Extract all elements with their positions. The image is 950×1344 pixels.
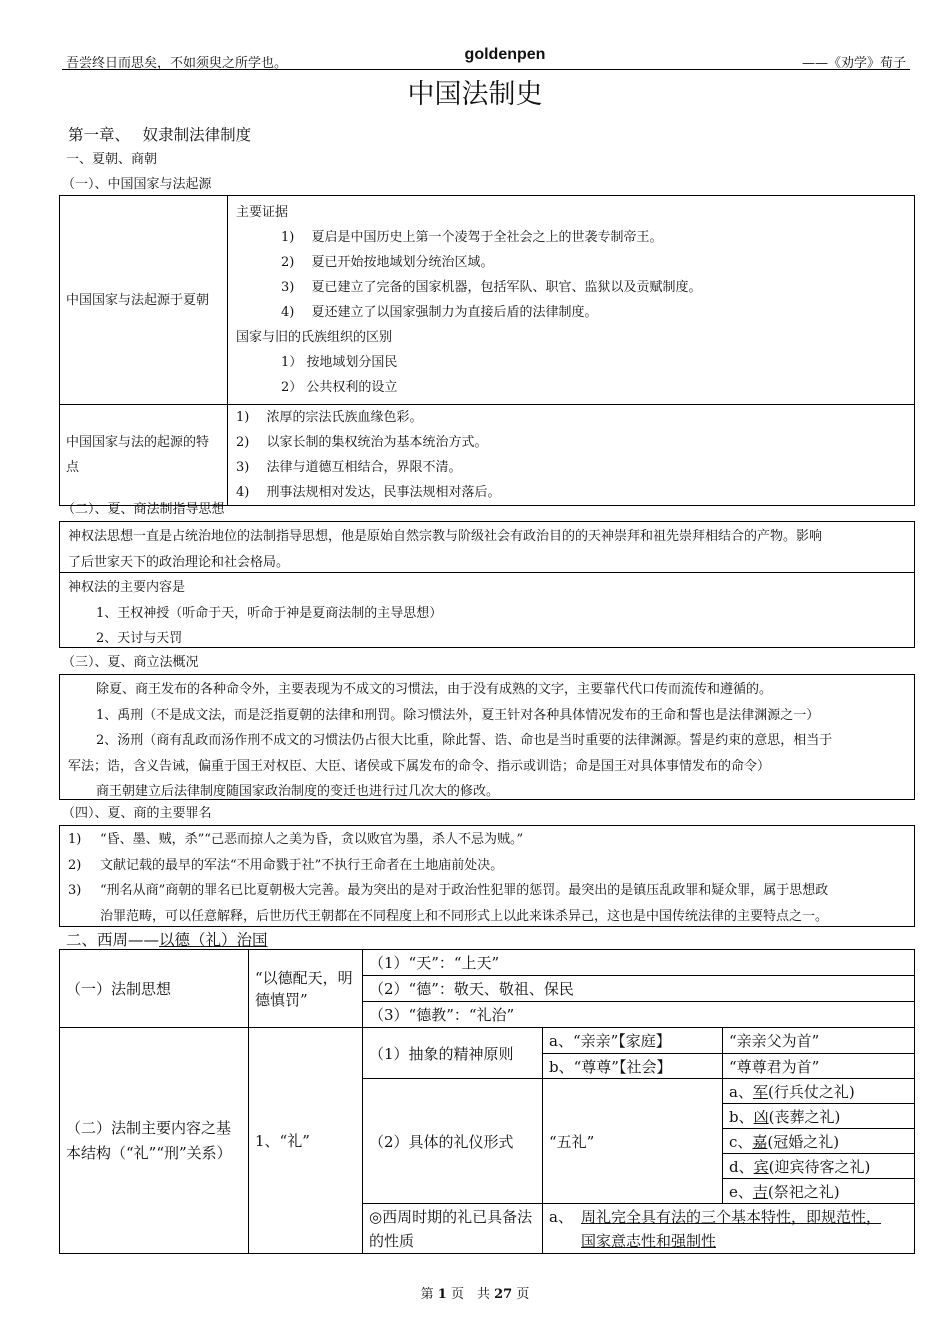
subsection-heading-3: （三）、夏、商立法概况 (62, 655, 199, 670)
theocracy-item: 2、天讨与天罚 (96, 631, 183, 646)
difference-heading: 国家与旧的氏族组织的区别 (236, 330, 393, 345)
section-heading-1: 一、夏朝、商朝 (66, 152, 158, 167)
legislation-text: 商王朝建立后法律制度随国家政治制度的变迁也进行过几次大的修改。 (96, 784, 500, 799)
feature-item: 1) 浓厚的宗法氏族血缘色彩。 (236, 410, 423, 425)
theocracy-heading: 神权法的主要内容是 (68, 580, 186, 595)
legislation-text: 军法；诰，含义告诫，偏重于国王对权臣、大臣、诸侯或下属发布的命令、指示或训诰；命是国王对具体事情发布的命令） (68, 758, 771, 774)
page-total: 27 (494, 1287, 513, 1302)
evidence-heading: 主要证据 (236, 205, 289, 220)
evidence-item: 2) 夏已开始按地域划分统治区域。 (281, 255, 494, 270)
features-list (228, 405, 915, 506)
rite-sacrifice: e、吉(祭祀之礼) (723, 1179, 915, 1204)
principle-society-note: “尊尊君为首” (723, 1054, 915, 1079)
crime-number: 3) (68, 883, 82, 898)
header-brand: goldenpen (464, 46, 546, 63)
rite-military: a、军(行兵仗之礼) (723, 1079, 915, 1104)
legal-thought-label: （一）法制思想 (60, 950, 249, 1028)
evidence-item: 3) 夏已建立了完备的国家机器，包括军队、职官、监狱以及贡赋制度。 (281, 280, 702, 295)
origin-label: 中国国家与法起源于夏朝 (60, 196, 228, 405)
li-legal-nature-label: ◎西周时期的礼已具备法的性质 (363, 1204, 543, 1254)
crime-text: 文献记载的最早的军法“不用命戮于社”不执行王命者在土地庙前处决。 (100, 857, 504, 873)
crime-number: 2) (68, 857, 82, 873)
li-label: 1、“礼” (249, 1028, 363, 1254)
principle-family: a、“亲亲”【家庭】 (543, 1028, 723, 1054)
subsection-heading-2: （二）、夏、商法制指导思想 (62, 502, 225, 517)
structure-label: （二）法制主要内容之基本结构（“礼”“刑”关系） (60, 1028, 249, 1254)
page-number: 1 (437, 1287, 447, 1302)
origin-table (59, 195, 915, 506)
section-heading-2-prefix: 二、西周—— (66, 931, 160, 949)
difference-item: 2） 公共权利的设立 (281, 380, 398, 395)
evidence-item: 1) 夏启是中国历史上第一个凌驾于全社会之上的世袭专制帝王。 (281, 230, 663, 245)
subsection-heading-4: （四）、夏、商的主要罪名 (62, 806, 212, 821)
feature-item: 4) 刑事法规相对发达，民事法规相对落后。 (236, 485, 501, 500)
feature-item: 3) 法律与道德互相结合，界限不清。 (236, 460, 462, 475)
feature-item: 2) 以家长制的集权统治为基本统治方式。 (236, 435, 488, 450)
theocracy-box (59, 572, 915, 648)
legislation-text: 除夏、商王发布的各种命令外，主要表现为不成文的习惯法，由于没有成熟的文字，主要靠代代口传而流传和遵循的。 (96, 682, 773, 697)
guiding-thought-text: 神权法思想一直是占统治地位的法制指导思想，他是原始自然宗教与阶级社会有政治目的的天神崇拜和祖先崇拜相结合的产物。影响 (68, 529, 823, 544)
principle-society: b、“尊尊”【社会】 (543, 1054, 723, 1079)
rite-wedding: c、嘉(冠婚之礼) (723, 1129, 915, 1154)
section-heading-2 (66, 928, 268, 950)
page-title: 中国法制史 (407, 79, 543, 110)
crime-item (68, 853, 914, 879)
evidence-item: 4) 夏还建立了以国家强制力为直接后盾的法律制度。 (281, 305, 598, 320)
li-legal-nature-text: a、 周礼完全具有法的三个基本特性，即规范性， 国家意志性和强制性 (543, 1204, 915, 1254)
western-zhou-table (59, 949, 915, 1254)
features-label: 中国国家与法的起源的特点 (60, 405, 228, 506)
crime-number: 1) (68, 832, 82, 847)
guiding-thought-text: 了后世家天下的政治理论和社会格局。 (68, 554, 290, 570)
legislation-text: 2、汤刑（商有乱政而汤作刑不成文的习惯法仍占很大比重，除此誓、诰、命也是当时重要的法律渊源。誓是约束的意思，相当于 (96, 733, 833, 748)
rite-guest: d、宾(迎宾待客之礼) (723, 1154, 915, 1179)
principle-family-note: “亲亲父为首” (723, 1028, 915, 1054)
header-quote: 吾尝终日而思矣，不如须臾之所学也。 (66, 56, 288, 71)
rite-funeral: b、凶(丧葬之礼) (723, 1104, 915, 1129)
crime-text: 治罪范畴，可以任意解释，后世历代王朝都在不同程度上和不同形式上以此来诛杀异己，这也是中国传统法律的主要特点之一。 (100, 908, 829, 924)
crimes-box (59, 825, 915, 927)
header-source: ——《劝学》荀子 (801, 56, 906, 71)
thought-item-heaven: （1）“天”：“上天” (363, 950, 915, 976)
five-rites-label: “五礼” (543, 1079, 723, 1204)
origin-evidence (228, 196, 915, 405)
legislation-box (59, 674, 915, 800)
header-rule (62, 69, 910, 70)
subsection-heading-1: （一）、中国国家与法起源 (62, 177, 212, 192)
legal-thought-motto: “以德配天，明德慎罚” (249, 950, 363, 1028)
thought-item-education: （3）“德教”：“礼治” (363, 1002, 915, 1028)
crime-item (68, 827, 914, 853)
page-footer: 第 1 页 共 27 页 (420, 1287, 530, 1302)
crime-text: “昏、墨、贼，杀”“己恶而掠人之美为昏，贪以败官为墨，杀人不忌为贼。” (100, 832, 524, 847)
theocracy-item: 1、王权神授（听命于天，听命于神是夏商法制的主导思想） (96, 605, 443, 621)
chapter-heading: 第一章、 奴隶制法律制度 (68, 126, 252, 144)
section-heading-2-title: 以德（礼）治国 (159, 931, 268, 949)
thought-item-virtue: （2）“德”：敬天、敬祖、保民 (363, 976, 915, 1002)
guiding-thought-box (59, 521, 915, 573)
crime-item (68, 878, 914, 904)
difference-item: 1） 按地域划分国民 (281, 355, 398, 370)
crime-text: “刑名从商”商朝的罪名已比夏朝极大完善。最为突出的是对于政治性犯罪的惩罚。最突出的是镇压乱政罪和疑众罪，属于思想政 (100, 883, 829, 898)
abstract-principle-label: （1）抽象的精神原则 (363, 1028, 543, 1079)
legislation-text: 1、禹刑（不是成文法，而是泛指夏朝的法律和刑罚。除习惯法外，夏王针对各种具体情况发布的王命和誓也是法律渊源之一） (96, 707, 820, 723)
ritual-form-label: （2）具体的礼仪形式 (363, 1079, 543, 1204)
